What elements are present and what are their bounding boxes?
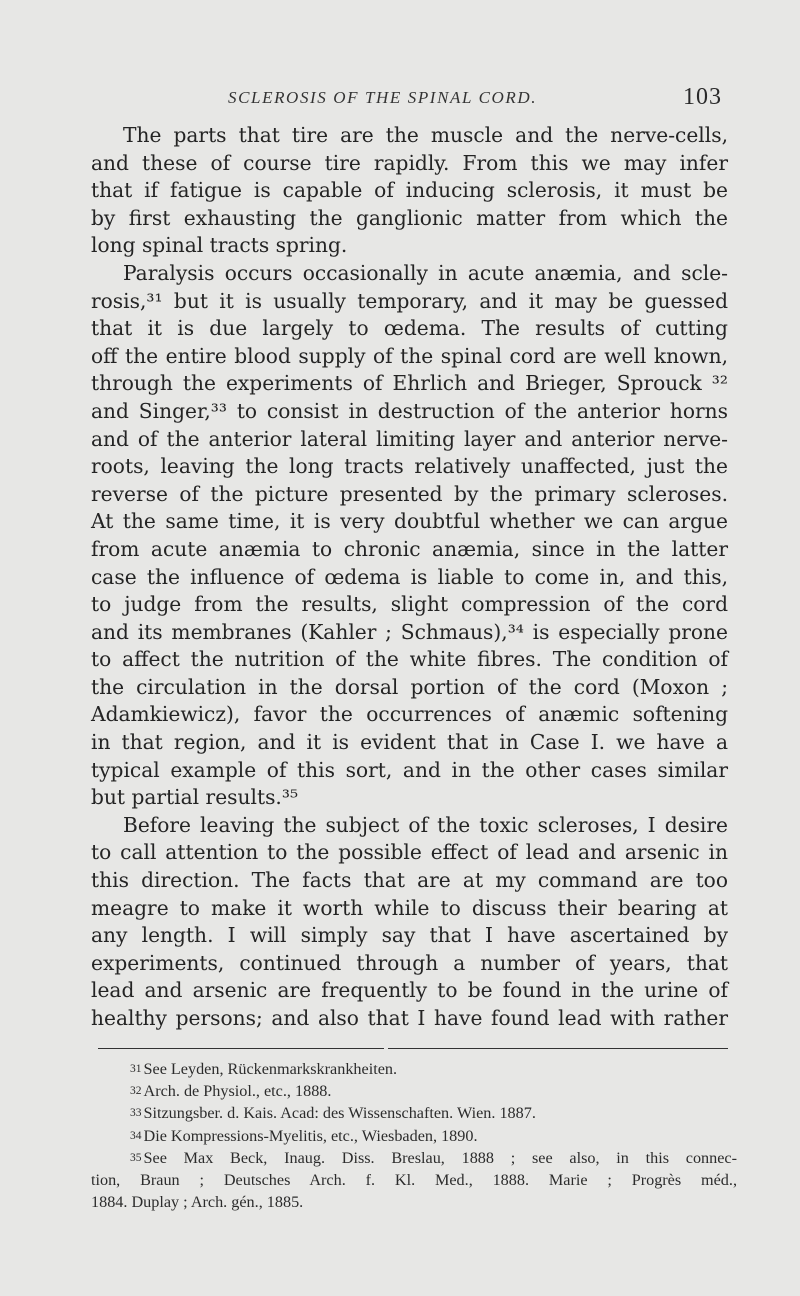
paragraph-1-line: by first exhausting the ganglionic matter from which the [91,205,728,230]
body-text [91,122,728,1033]
footnote-continuation: 1884. Duplay ; Arch. gén., 1885. [91,1193,304,1212]
paragraph-2-line: and of the anterior lateral limiting layer and anterior nerve- [91,426,728,451]
paragraph-2-line: reverse of the picture presented by the primary scleroses. [91,481,728,506]
paragraph-2-line: case the influence of œdema is liable to come in, and this, [91,564,728,589]
paragraph-1-line: and these of course tire rapidly. From this we may infer [91,150,728,175]
footnote-number: 34 [130,1129,142,1142]
footnote-number: 31 [130,1063,142,1075]
paragraph-3-line: this direction. The facts that are at my command are too [91,868,728,893]
paragraph-3-line: to call attention to the possible effect of lead and arsenic in [91,840,728,865]
footnote-text: See Leyden, Rückenmarkskrankheiten. [143,1060,398,1078]
paragraph-3-line: lead and arsenic are frequently to be found in the urine of [91,978,728,1003]
footnote-number: 32 [130,1085,142,1098]
footnote-text: See Max Beck, Inaug. Diss. Breslau, 1888 ; see also, in this connec- [143,1148,737,1167]
paragraph-2-line: Adamkiewicz), favor the occurrences of anæmic softening [91,702,728,727]
footnote-continuation: tion, Braun ; Deutsches Arch. f. Kl. Med., 1888. Marie ; Progrès méd., [91,1170,737,1189]
paragraph-3-line: Before leaving the subject of the toxic scleroses, I desire [123,812,728,837]
footnote [91,1080,737,1102]
paragraph-3-line: meagre to make it worth while to discuss their bearing at [91,895,728,920]
paragraph-2-line: Paralysis occurs occasionally in acute anæmia, and scle- [123,260,728,285]
paragraph-2-line: rosis,³¹ but it is usually temporary, and it may be guessed [91,288,728,313]
paragraph-2-line: to judge from the results, slight compression of the cord [91,592,728,617]
footnote-text: Arch. de Physiol., etc., 1888. [143,1082,332,1101]
paragraph-1-line: that if fatigue is capable of inducing sclerosis, it must be [91,178,728,203]
paragraph-2-line: typical example of this sort, and in the other cases similar [91,757,728,782]
paragraph-2-line: and Singer,³³ to consist in destruction of the anterior horns [91,398,728,423]
footnote [91,1102,737,1124]
footnote [91,1058,737,1080]
paragraph-2-line: from acute anæmia to chronic anæmia, since in the latter [91,536,728,561]
paragraph-2-line: to affect the nutrition of the white fibres. The condition of [91,647,728,672]
paragraph-2-line: the circulation in the dorsal portion of the cord (Moxon ; [91,674,728,699]
paragraph-3-line: experiments, continued through a number of years, that [91,950,728,975]
paragraph-3-line: any length. I will simply say that I have ascertained by [91,923,728,948]
paragraph-2-line: through the experiments of Ehrlich and Brieger, Sprouck ³² [91,371,728,396]
paragraph-2-line: roots, leaving the long tracts relatively unaffected, just the [91,454,728,479]
paragraph-1-line: The parts that tire are the muscle and the nerve-cells, [123,123,728,147]
paragraph-3-line: healthy persons; and also that I have found lead with rather [91,1006,728,1030]
footnote [91,1147,737,1169]
paragraph-2-line: that it is due largely to œdema. The results of cutting [91,316,728,341]
paragraph-2-line: but partial results.³⁵ [91,785,299,810]
footnote-text: Die Kompressions-Myelitis, etc., Wiesbaden, 1890. [143,1126,478,1145]
footnote-number: 35 [130,1151,142,1164]
page-number: 103 [683,84,722,110]
footnote-rule-right [388,1048,728,1049]
footnote-rule-left [98,1048,384,1049]
paragraph-2-line: off the entire blood supply of the spinal cord are well known, [91,343,728,368]
footnote [91,1125,737,1147]
footnote-text: Sitzungsber. d. Kais. Acad: des Wissenschaften. Wien. 1887. [143,1104,536,1123]
paragraph-2-line: and its membranes (Kahler ; Schmaus),³⁴ is especially prone [91,619,728,644]
paragraph-2-line: in that region, and it is evident that in Case I. we have a [91,730,728,755]
paragraph-2-line: At the same time, it is very doubtful whether we can argue [91,509,728,534]
footnote-number: 33 [130,1107,142,1120]
paragraph-1-line: long spinal tracts spring. [91,233,348,258]
footnotes [91,1058,737,1213]
running-head: SCLEROSIS OF THE SPINAL CORD. [228,88,538,107]
